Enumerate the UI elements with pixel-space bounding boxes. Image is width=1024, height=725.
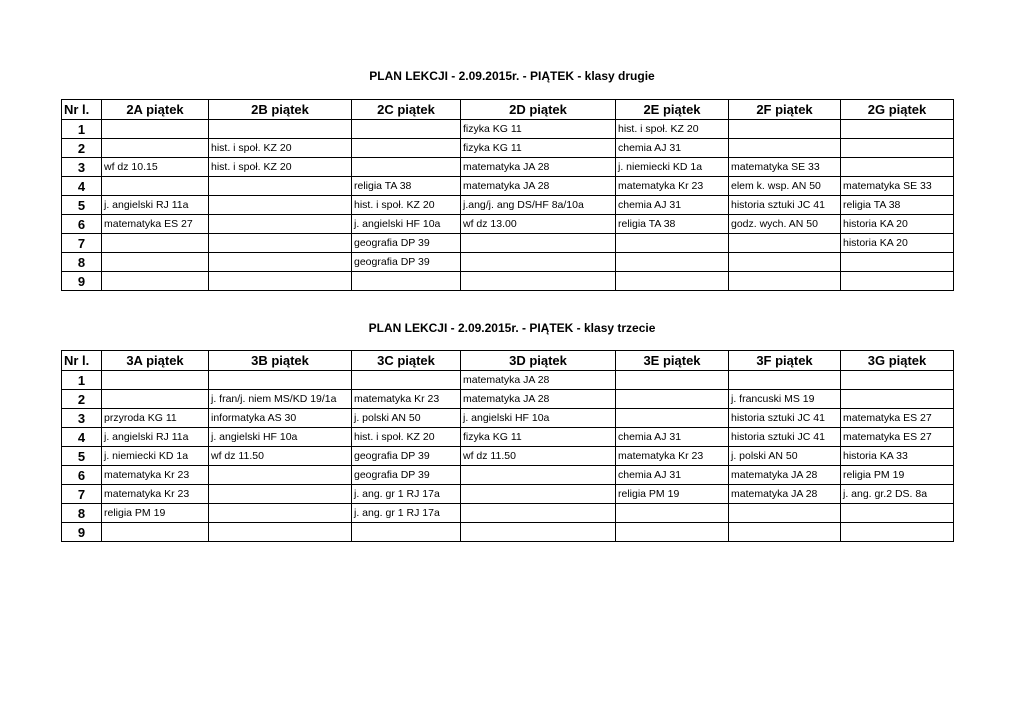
lesson-cell [616,272,729,291]
lesson-cell [616,504,729,523]
lesson-cell [729,504,841,523]
lesson-cell: chemia AJ 31 [616,139,729,158]
lesson-cell: j. francuski MS 19 [729,390,841,409]
lesson-cell: religia PM 19 [841,466,954,485]
lesson-cell: religia PM 19 [616,485,729,504]
column-header-class: 3E piątek [616,351,729,371]
lesson-cell [461,504,616,523]
lesson-cell: informatyka AS 30 [209,409,352,428]
lesson-cell [616,390,729,409]
column-header-class: 3A piątek [102,351,209,371]
lesson-cell: matematyka Kr 23 [616,177,729,196]
table-row [62,196,954,215]
lesson-number: 5 [62,196,102,215]
lesson-cell [102,253,209,272]
table-row [62,139,954,158]
lesson-number: 3 [62,409,102,428]
column-header-nr: Nr l. [62,100,102,120]
lesson-cell: chemia AJ 31 [616,196,729,215]
lesson-cell: matematyka JA 28 [461,390,616,409]
column-header-class: 2C piątek [352,100,461,120]
lesson-cell [102,523,209,542]
table-row [62,409,954,428]
lesson-cell [616,523,729,542]
lesson-cell: matematyka JA 28 [461,371,616,390]
lesson-number: 9 [62,523,102,542]
lesson-cell: historia sztuki JC 41 [729,409,841,428]
lesson-cell: matematyka ES 27 [102,215,209,234]
table-row [62,504,954,523]
lesson-cell [841,253,954,272]
lesson-cell: religia TA 38 [841,196,954,215]
table-row [62,272,954,291]
lesson-number: 2 [62,390,102,409]
lesson-cell: wf dz 11.50 [461,447,616,466]
lesson-cell [841,158,954,177]
lesson-cell [841,120,954,139]
column-header-class: 2E piątek [616,100,729,120]
column-header-class: 3B piątek [209,351,352,371]
lesson-cell: matematyka Kr 23 [352,390,461,409]
lesson-cell [841,272,954,291]
lesson-cell [352,120,461,139]
lesson-cell [616,371,729,390]
table-header-row [62,351,954,371]
lesson-cell: matematyka SE 33 [729,158,841,177]
lesson-number: 8 [62,504,102,523]
lesson-cell: religia TA 38 [616,215,729,234]
lesson-cell: j. ang. gr 1 RJ 17a [352,504,461,523]
lesson-cell: geografia DP 39 [352,234,461,253]
lesson-cell: geografia DP 39 [352,466,461,485]
lesson-cell [352,158,461,177]
lesson-cell [102,139,209,158]
lesson-cell: historia sztuki JC 41 [729,196,841,215]
lesson-cell [461,466,616,485]
lesson-cell [841,371,954,390]
lesson-cell: j. ang. gr 1 RJ 17a [352,485,461,504]
column-header-class: 3C piątek [352,351,461,371]
lesson-cell [461,485,616,504]
column-header-nr: Nr l. [62,351,102,371]
lesson-cell: chemia AJ 31 [616,428,729,447]
lesson-cell: geografia DP 39 [352,447,461,466]
lesson-cell [209,177,352,196]
lesson-number: 7 [62,234,102,253]
lesson-cell: j.ang/j. ang DS/HF 8a/10a [461,196,616,215]
lesson-number: 4 [62,177,102,196]
lesson-cell [102,272,209,291]
lesson-cell [841,523,954,542]
lesson-cell: religia TA 38 [352,177,461,196]
lesson-cell [616,409,729,428]
table-row [62,447,954,466]
lesson-cell: j. angielski HF 10a [352,215,461,234]
lesson-cell: historia sztuki JC 41 [729,428,841,447]
lesson-cell [461,253,616,272]
lesson-cell: j. ang. gr.2 DS. 8a [841,485,954,504]
schedule-table-klasy-trzecie [61,350,954,542]
table-row [62,428,954,447]
lesson-cell: matematyka SE 33 [841,177,954,196]
lesson-cell: matematyka ES 27 [841,409,954,428]
lesson-cell [209,196,352,215]
lesson-cell: wf dz 13.00 [461,215,616,234]
table-row [62,120,954,139]
table-header-row [62,100,954,120]
lesson-cell [352,371,461,390]
column-header-class: 2A piątek [102,100,209,120]
column-header-class: 3G piątek [841,351,954,371]
lesson-cell: historia KA 20 [841,234,954,253]
lesson-cell [729,371,841,390]
lesson-cell [209,504,352,523]
lesson-cell: matematyka ES 27 [841,428,954,447]
lesson-cell [102,234,209,253]
column-header-class: 2D piątek [461,100,616,120]
lesson-cell: wf dz 11.50 [209,447,352,466]
table-row [62,158,954,177]
lesson-cell [209,253,352,272]
table-row [62,253,954,272]
lesson-cell [209,485,352,504]
lesson-cell: matematyka JA 28 [729,485,841,504]
column-header-class: 3F piątek [729,351,841,371]
lesson-cell: j. angielski HF 10a [209,428,352,447]
table-row [62,485,954,504]
lesson-cell [209,272,352,291]
lesson-cell [209,371,352,390]
lesson-cell: geografia DP 39 [352,253,461,272]
lesson-cell [209,466,352,485]
lesson-cell [729,523,841,542]
lesson-cell [616,253,729,272]
column-header-class: 2B piątek [209,100,352,120]
lesson-cell: j. angielski HF 10a [461,409,616,428]
lesson-cell [616,234,729,253]
schedule-table-klasy-drugie [61,99,954,291]
lesson-cell: j. niemiecki KD 1a [616,158,729,177]
lesson-cell: matematyka JA 28 [461,177,616,196]
lesson-cell: hist. i społ. KZ 20 [352,196,461,215]
lesson-cell [461,523,616,542]
lesson-cell: j. polski AN 50 [729,447,841,466]
lesson-cell [209,120,352,139]
lesson-cell: j. niemiecki KD 1a [102,447,209,466]
lesson-cell [209,523,352,542]
lesson-number: 6 [62,466,102,485]
lesson-cell [461,272,616,291]
lesson-number: 7 [62,485,102,504]
lesson-cell [352,523,461,542]
lesson-cell: fizyka KG 11 [461,428,616,447]
lesson-cell [102,177,209,196]
lesson-cell: historia KA 33 [841,447,954,466]
lesson-number: 1 [62,120,102,139]
lesson-number: 4 [62,428,102,447]
lesson-cell [841,390,954,409]
lesson-cell [102,120,209,139]
lesson-cell: hist. i społ. KZ 20 [209,139,352,158]
lesson-cell: religia PM 19 [102,504,209,523]
lesson-cell [209,215,352,234]
lesson-number: 9 [62,272,102,291]
lesson-cell [729,120,841,139]
table-row [62,523,954,542]
lesson-cell: fizyka KG 11 [461,139,616,158]
table-row [62,177,954,196]
lesson-cell [729,139,841,158]
lesson-cell [102,371,209,390]
lesson-cell: hist. i społ. KZ 20 [352,428,461,447]
lesson-cell [841,504,954,523]
lesson-cell: hist. i społ. KZ 20 [616,120,729,139]
lesson-cell: j. polski AN 50 [352,409,461,428]
lesson-cell: elem k. wsp. AN 50 [729,177,841,196]
lesson-cell: j. angielski RJ 11a [102,428,209,447]
lesson-cell [352,139,461,158]
column-header-class: 2F piątek [729,100,841,120]
table-row [62,371,954,390]
lesson-number: 1 [62,371,102,390]
lesson-cell: matematyka JA 28 [729,466,841,485]
lesson-cell: matematyka Kr 23 [102,485,209,504]
lesson-cell: matematyka JA 28 [461,158,616,177]
table-row [62,234,954,253]
lesson-cell [729,253,841,272]
column-header-class: 3D piątek [461,351,616,371]
lesson-cell: matematyka Kr 23 [102,466,209,485]
lesson-cell: wf dz 10.15 [102,158,209,177]
lesson-cell: godz. wych. AN 50 [729,215,841,234]
lesson-cell: j. angielski RJ 11a [102,196,209,215]
lesson-cell: hist. i społ. KZ 20 [209,158,352,177]
lesson-number: 3 [62,158,102,177]
lesson-cell: fizyka KG 11 [461,120,616,139]
page-title-klasy-drugie: PLAN LEKCJI - 2.09.2015r. - PIĄTEK - klasy drugie [369,69,655,83]
lesson-number: 5 [62,447,102,466]
lesson-cell [841,139,954,158]
lesson-cell [461,234,616,253]
lesson-cell: matematyka Kr 23 [616,447,729,466]
lesson-cell [102,390,209,409]
table-row [62,466,954,485]
lesson-cell [209,234,352,253]
table-row [62,390,954,409]
table-row [62,215,954,234]
lesson-number: 6 [62,215,102,234]
lesson-cell: przyroda KG 11 [102,409,209,428]
column-header-class: 2G piątek [841,100,954,120]
lesson-cell [352,272,461,291]
lesson-cell: chemia AJ 31 [616,466,729,485]
lesson-cell [729,272,841,291]
lesson-cell: historia KA 20 [841,215,954,234]
lesson-number: 2 [62,139,102,158]
page-title-klasy-trzecie: PLAN LEKCJI - 2.09.2015r. - PIĄTEK - klasy trzecie [368,321,656,335]
lesson-cell [729,234,841,253]
lesson-cell: j. fran/j. niem MS/KD 19/1a [209,390,352,409]
lesson-number: 8 [62,253,102,272]
